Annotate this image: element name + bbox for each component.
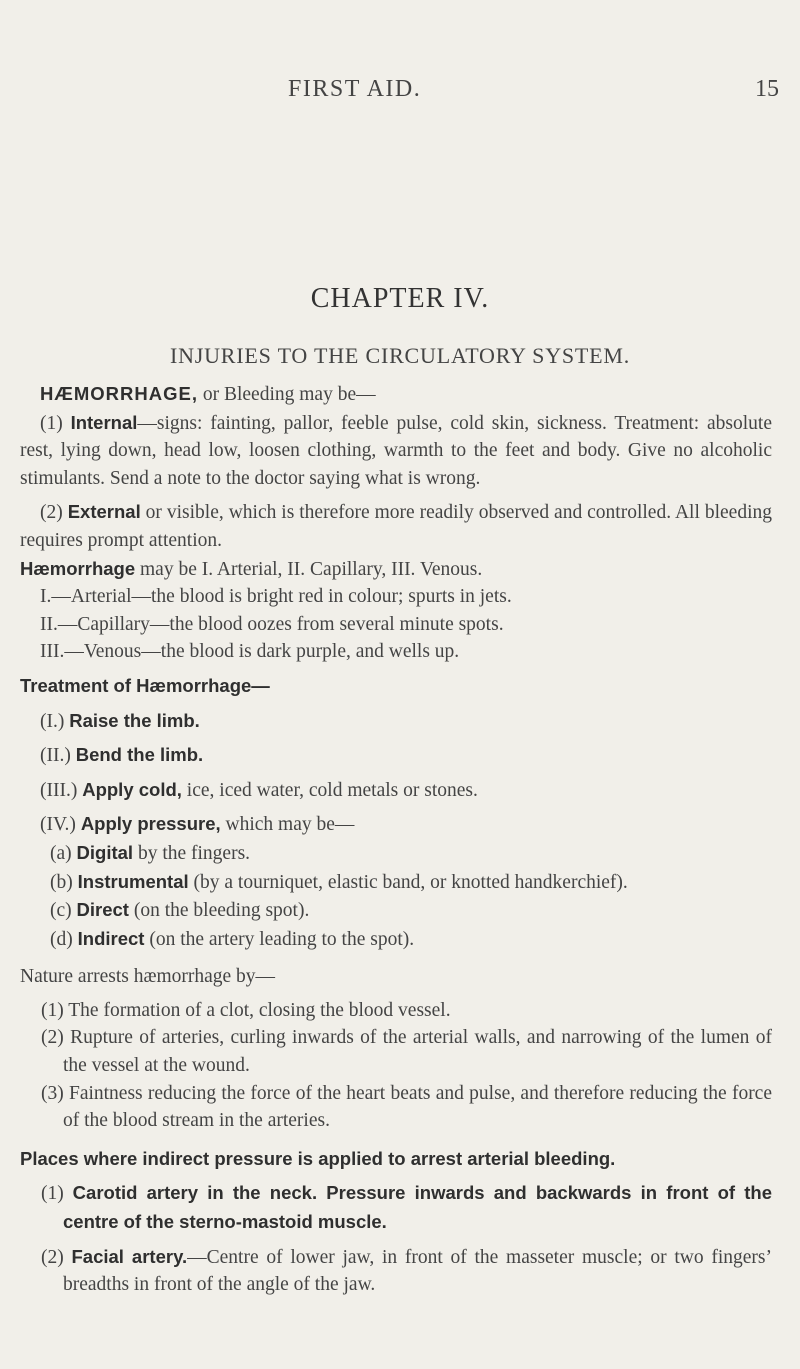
kind-text: (on the bleeding spot). xyxy=(128,900,310,922)
treatment-step xyxy=(20,741,772,770)
places-heading-text: Places where indirect pressure is applied to arrest arterial bleeding. xyxy=(20,1147,616,1169)
internal-num: (1) xyxy=(40,412,71,434)
treatment-heading xyxy=(20,672,772,701)
external-term: External xyxy=(67,501,141,523)
kind-term: Direct xyxy=(76,899,129,921)
step-num: (IV.) xyxy=(40,814,81,836)
pressure-kind xyxy=(20,925,772,954)
kind-text: by the fingers. xyxy=(133,842,251,864)
place-term: Facial artery. xyxy=(71,1245,188,1267)
treatment-step xyxy=(20,707,772,736)
place-item xyxy=(20,1179,772,1236)
page-body xyxy=(20,380,772,1299)
place-term: Carotid artery in the neck. xyxy=(72,1182,318,1204)
nature-heading: Nature arrests hæmorrhage by— xyxy=(20,966,276,988)
running-head xyxy=(0,76,800,106)
nature-item: (2) Rupture of arteries, curling inwards of the arterial walls, and narrowing of the lumen of the vessel at the wound. xyxy=(41,1027,772,1077)
type-capillary: II.—Capillary—the blood oozes from several minute spots. xyxy=(40,613,504,635)
intro-term: HÆMORRHAGE, xyxy=(40,383,198,404)
kind-num: (c) xyxy=(50,900,77,922)
kind-text: (by a tourniquet, elastic band, or knotted handkerchief). xyxy=(188,871,628,893)
internal-term: Internal xyxy=(70,411,138,433)
types-term: Hæmorrhage xyxy=(20,557,136,579)
kind-num: (a) xyxy=(50,842,77,864)
kind-term: Indirect xyxy=(77,927,145,949)
place-text: —Centre of lower jaw, in front of the masseter muscle; or two fingers’ breadths in front of the angle of the jaw. xyxy=(63,1246,772,1296)
place-text: Pressure inwards and backwards in front of the centre of the sterno-mastoid muscle. xyxy=(63,1182,772,1233)
step-text: ice, iced water, cold metals or stones. xyxy=(181,779,478,801)
step-num: (III.) xyxy=(40,779,83,801)
places-heading xyxy=(20,1145,772,1174)
types-line xyxy=(20,555,772,584)
pressure-kind xyxy=(20,868,772,897)
kind-term: Digital xyxy=(76,841,134,863)
external-paragraph xyxy=(20,498,772,554)
kind-num: (b) xyxy=(50,871,78,893)
type-venous: III.—Venous—the blood is dark purple, and wells up. xyxy=(40,641,460,663)
place-num: (1) xyxy=(41,1183,73,1205)
step-term: Bend the limb. xyxy=(75,744,204,766)
pressure-kind xyxy=(20,896,772,925)
type-arterial: I.—Arterial—the blood is bright red in colour; spurts in jets. xyxy=(40,586,512,608)
chapter-subtitle: INJURIES TO THE CIRCULATORY SYSTEM. xyxy=(169,343,631,368)
kind-term: Instrumental xyxy=(77,870,189,892)
intro-paragraph xyxy=(20,380,772,409)
place-item xyxy=(20,1243,772,1299)
external-text: or visible, which is therefore more readily observed and controlled. All bleeding requires prompt attention. xyxy=(20,502,772,551)
kind-text: (on the artery leading to the spot). xyxy=(144,928,415,950)
treatment-step xyxy=(20,776,772,805)
step-text: which may be— xyxy=(220,814,355,836)
external-num: (2) xyxy=(40,502,68,524)
internal-paragraph xyxy=(20,409,772,493)
step-term: Raise the limb. xyxy=(69,709,200,731)
nature-item: (3) Faintness reducing the force of the heart beats and pulse, and therefore reducing the force of the blood stream in the arteries. xyxy=(41,1082,772,1132)
types-text: may be I. Arterial, II. Capillary, III. Venous. xyxy=(135,558,483,580)
treatment-step xyxy=(20,810,772,839)
step-num: (I.) xyxy=(40,710,70,732)
pressure-kind xyxy=(20,839,772,868)
treatment-heading-text: Treatment of Hæmorrhage— xyxy=(20,674,270,696)
step-term: Apply cold, xyxy=(82,778,182,800)
page-number: 15 xyxy=(755,76,779,102)
intro-text: or Bleeding may be— xyxy=(197,384,376,405)
step-num: (II.) xyxy=(40,745,76,767)
step-term: Apply pressure, xyxy=(80,813,221,835)
kind-num: (d) xyxy=(50,928,78,950)
nature-item: (1) The formation of a clot, closing the blood vessel. xyxy=(41,999,451,1021)
internal-text: —signs: fainting, pallor, feeble pulse, cold skin, sickness. Treatment: absolute rest, lying down, head low, loosen clothing, warmth to the feet and body. Give no alcoholic stimulants. Send a note to the doctor saying what is wrong. xyxy=(20,412,772,489)
running-head-title: FIRST AID. xyxy=(288,76,422,102)
place-num: (2) xyxy=(41,1246,72,1268)
chapter-heading: CHAPTER IV. xyxy=(310,283,490,314)
